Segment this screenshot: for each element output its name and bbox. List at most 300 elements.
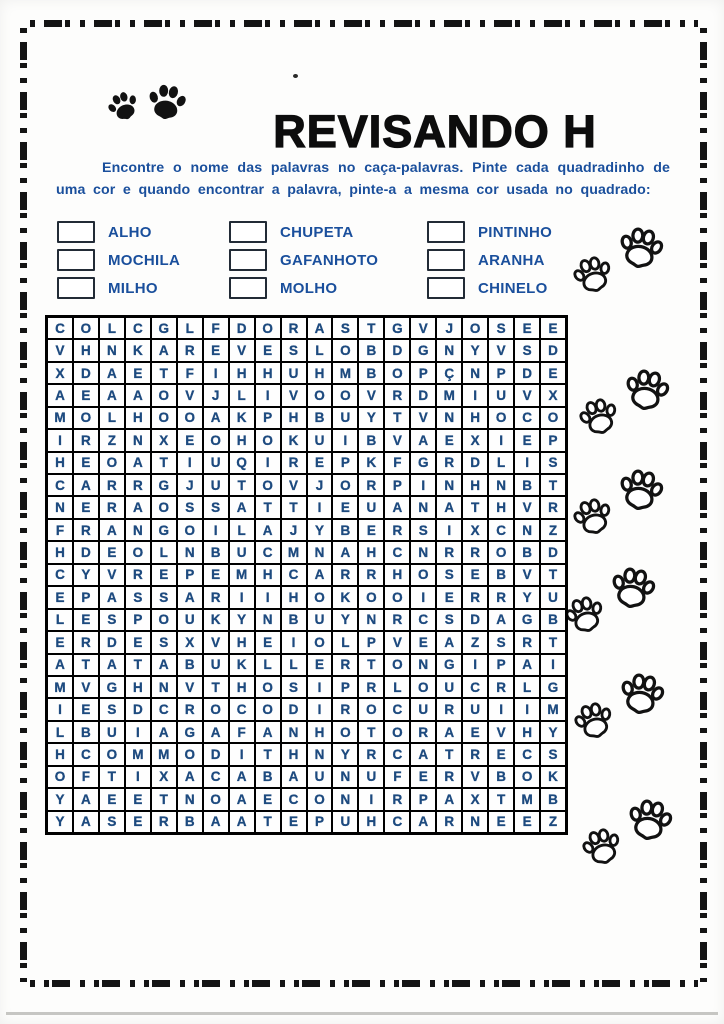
grid-cell[interactable]: O bbox=[151, 496, 177, 518]
grid-cell[interactable]: S bbox=[436, 609, 462, 631]
grid-cell[interactable]: C bbox=[410, 609, 436, 631]
grid-cell[interactable]: S bbox=[203, 496, 229, 518]
grid-cell[interactable]: B bbox=[358, 339, 384, 361]
grid-cell[interactable]: N bbox=[307, 743, 333, 765]
grid-cell[interactable]: A bbox=[99, 362, 125, 384]
grid-cell[interactable]: H bbox=[125, 676, 151, 698]
grid-cell[interactable]: R bbox=[436, 698, 462, 720]
grid-cell[interactable]: E bbox=[307, 654, 333, 676]
grid-cell[interactable]: D bbox=[99, 631, 125, 653]
grid-cell[interactable]: U bbox=[307, 766, 333, 788]
grid-cell[interactable]: K bbox=[281, 429, 307, 451]
grid-cell[interactable]: Z bbox=[540, 519, 566, 541]
grid-cell[interactable]: O bbox=[255, 317, 281, 339]
grid-cell[interactable]: U bbox=[203, 474, 229, 496]
grid-cell[interactable]: A bbox=[514, 654, 540, 676]
grid-cell[interactable]: L bbox=[488, 452, 514, 474]
grid-cell[interactable]: E bbox=[255, 631, 281, 653]
grid-cell[interactable]: B bbox=[255, 766, 281, 788]
grid-cell[interactable]: L bbox=[99, 317, 125, 339]
grid-cell[interactable]: A bbox=[99, 586, 125, 608]
grid-cell[interactable]: E bbox=[203, 339, 229, 361]
grid-cell[interactable]: U bbox=[203, 654, 229, 676]
grid-cell[interactable]: G bbox=[410, 452, 436, 474]
grid-cell[interactable]: P bbox=[73, 586, 99, 608]
grid-cell[interactable]: E bbox=[488, 743, 514, 765]
grid-cell[interactable]: Ç bbox=[436, 362, 462, 384]
grid-cell[interactable]: E bbox=[177, 429, 203, 451]
grid-cell[interactable]: I bbox=[255, 586, 281, 608]
grid-cell[interactable]: O bbox=[358, 586, 384, 608]
grid-cell[interactable]: G bbox=[514, 609, 540, 631]
grid-cell[interactable]: S bbox=[488, 631, 514, 653]
grid-cell[interactable]: S bbox=[99, 811, 125, 833]
grid-cell[interactable]: R bbox=[125, 474, 151, 496]
grid-cell[interactable]: B bbox=[358, 362, 384, 384]
grid-cell[interactable]: R bbox=[488, 676, 514, 698]
grid-cell[interactable]: A bbox=[73, 474, 99, 496]
grid-cell[interactable]: L bbox=[307, 339, 333, 361]
grid-cell[interactable]: I bbox=[436, 519, 462, 541]
grid-cell[interactable]: S bbox=[151, 586, 177, 608]
grid-cell[interactable]: B bbox=[307, 407, 333, 429]
grid-cell[interactable]: H bbox=[47, 541, 73, 563]
grid-cell[interactable]: I bbox=[177, 452, 203, 474]
grid-cell[interactable]: V bbox=[514, 496, 540, 518]
checkbox-mochila[interactable] bbox=[57, 249, 95, 271]
grid-cell[interactable]: O bbox=[488, 407, 514, 429]
grid-cell[interactable]: O bbox=[203, 429, 229, 451]
grid-cell[interactable]: C bbox=[488, 519, 514, 541]
grid-cell[interactable]: T bbox=[99, 766, 125, 788]
grid-cell[interactable]: S bbox=[281, 676, 307, 698]
grid-cell[interactable]: A bbox=[410, 743, 436, 765]
grid-cell[interactable]: Y bbox=[307, 519, 333, 541]
grid-cell[interactable]: A bbox=[99, 384, 125, 406]
grid-cell[interactable]: I bbox=[281, 631, 307, 653]
grid-cell[interactable]: R bbox=[358, 564, 384, 586]
grid-cell[interactable]: U bbox=[307, 609, 333, 631]
grid-cell[interactable]: A bbox=[281, 766, 307, 788]
grid-cell[interactable]: H bbox=[229, 631, 255, 653]
grid-cell[interactable]: O bbox=[307, 631, 333, 653]
grid-cell[interactable]: N bbox=[358, 609, 384, 631]
grid-cell[interactable]: A bbox=[307, 564, 333, 586]
grid-cell[interactable]: E bbox=[73, 496, 99, 518]
grid-cell[interactable]: U bbox=[307, 429, 333, 451]
grid-cell[interactable]: E bbox=[514, 811, 540, 833]
grid-cell[interactable]: P bbox=[410, 788, 436, 810]
grid-cell[interactable]: O bbox=[203, 788, 229, 810]
grid-cell[interactable]: T bbox=[151, 788, 177, 810]
grid-cell[interactable]: E bbox=[125, 631, 151, 653]
grid-cell[interactable]: F bbox=[177, 362, 203, 384]
grid-cell[interactable]: U bbox=[358, 496, 384, 518]
grid-cell[interactable]: S bbox=[177, 496, 203, 518]
grid-cell[interactable]: F bbox=[229, 721, 255, 743]
grid-cell[interactable]: E bbox=[73, 452, 99, 474]
grid-cell[interactable]: F bbox=[73, 766, 99, 788]
grid-cell[interactable]: V bbox=[99, 564, 125, 586]
grid-cell[interactable]: O bbox=[384, 721, 410, 743]
grid-cell[interactable]: N bbox=[436, 339, 462, 361]
grid-cell[interactable]: A bbox=[384, 496, 410, 518]
grid-cell[interactable]: A bbox=[177, 586, 203, 608]
grid-cell[interactable]: V bbox=[514, 564, 540, 586]
grid-cell[interactable]: V bbox=[281, 384, 307, 406]
grid-cell[interactable]: D bbox=[125, 698, 151, 720]
grid-cell[interactable]: B bbox=[358, 429, 384, 451]
grid-cell[interactable]: R bbox=[436, 541, 462, 563]
grid-cell[interactable]: E bbox=[151, 564, 177, 586]
grid-cell[interactable]: A bbox=[255, 721, 281, 743]
grid-cell[interactable]: H bbox=[488, 496, 514, 518]
grid-cell[interactable]: J bbox=[177, 474, 203, 496]
grid-cell[interactable]: M bbox=[332, 362, 358, 384]
grid-cell[interactable]: R bbox=[73, 429, 99, 451]
grid-cell[interactable]: C bbox=[384, 811, 410, 833]
checkbox-aranha[interactable] bbox=[427, 249, 465, 271]
grid-cell[interactable]: B bbox=[488, 766, 514, 788]
grid-cell[interactable]: O bbox=[358, 698, 384, 720]
grid-cell[interactable]: X bbox=[151, 766, 177, 788]
grid-cell[interactable]: R bbox=[332, 654, 358, 676]
grid-cell[interactable]: E bbox=[462, 721, 488, 743]
grid-cell[interactable]: J bbox=[307, 474, 333, 496]
grid-cell[interactable]: C bbox=[255, 541, 281, 563]
grid-cell[interactable]: U bbox=[203, 452, 229, 474]
grid-cell[interactable]: H bbox=[229, 676, 255, 698]
grid-cell[interactable]: N bbox=[410, 541, 436, 563]
grid-cell[interactable]: R bbox=[281, 452, 307, 474]
grid-cell[interactable]: R bbox=[358, 676, 384, 698]
grid-cell[interactable]: O bbox=[332, 339, 358, 361]
grid-cell[interactable]: D bbox=[229, 317, 255, 339]
grid-cell[interactable]: I bbox=[203, 362, 229, 384]
grid-cell[interactable]: F bbox=[203, 317, 229, 339]
grid-cell[interactable]: I bbox=[410, 586, 436, 608]
grid-cell[interactable]: R bbox=[436, 452, 462, 474]
grid-cell[interactable]: J bbox=[436, 317, 462, 339]
grid-cell[interactable]: T bbox=[229, 474, 255, 496]
grid-cell[interactable]: V bbox=[514, 384, 540, 406]
grid-cell[interactable]: R bbox=[384, 788, 410, 810]
grid-cell[interactable]: V bbox=[177, 384, 203, 406]
grid-cell[interactable]: C bbox=[462, 676, 488, 698]
grid-cell[interactable]: X bbox=[462, 519, 488, 541]
grid-cell[interactable]: S bbox=[436, 564, 462, 586]
grid-cell[interactable]: C bbox=[514, 407, 540, 429]
grid-cell[interactable]: L bbox=[384, 676, 410, 698]
grid-cell[interactable]: O bbox=[307, 586, 333, 608]
grid-cell[interactable]: I bbox=[307, 698, 333, 720]
grid-cell[interactable]: T bbox=[384, 407, 410, 429]
grid-cell[interactable]: E bbox=[125, 788, 151, 810]
grid-cell[interactable]: O bbox=[384, 654, 410, 676]
grid-cell[interactable]: T bbox=[488, 788, 514, 810]
grid-cell[interactable]: I bbox=[462, 384, 488, 406]
grid-cell[interactable]: G bbox=[384, 317, 410, 339]
grid-cell[interactable]: B bbox=[177, 811, 203, 833]
grid-cell[interactable]: K bbox=[332, 586, 358, 608]
grid-cell[interactable]: G bbox=[410, 339, 436, 361]
grid-cell[interactable]: M bbox=[125, 743, 151, 765]
grid-cell[interactable]: R bbox=[540, 496, 566, 518]
grid-cell[interactable]: A bbox=[203, 407, 229, 429]
grid-cell[interactable]: O bbox=[73, 317, 99, 339]
grid-cell[interactable]: G bbox=[99, 676, 125, 698]
grid-cell[interactable]: Y bbox=[332, 743, 358, 765]
grid-cell[interactable]: O bbox=[332, 474, 358, 496]
grid-cell[interactable]: U bbox=[332, 407, 358, 429]
grid-cell[interactable]: H bbox=[281, 407, 307, 429]
grid-cell[interactable]: C bbox=[203, 766, 229, 788]
grid-cell[interactable]: B bbox=[203, 541, 229, 563]
grid-cell[interactable]: D bbox=[281, 698, 307, 720]
grid-cell[interactable]: I bbox=[229, 743, 255, 765]
grid-cell[interactable]: S bbox=[540, 452, 566, 474]
grid-cell[interactable]: E bbox=[47, 631, 73, 653]
grid-cell[interactable]: Y bbox=[47, 811, 73, 833]
grid-cell[interactable]: E bbox=[540, 362, 566, 384]
grid-cell[interactable]: C bbox=[47, 564, 73, 586]
grid-cell[interactable]: H bbox=[255, 564, 281, 586]
grid-cell[interactable]: A bbox=[410, 429, 436, 451]
grid-cell[interactable]: P bbox=[255, 407, 281, 429]
grid-cell[interactable]: N bbox=[281, 721, 307, 743]
grid-cell[interactable]: N bbox=[436, 474, 462, 496]
grid-cell[interactable]: C bbox=[384, 698, 410, 720]
grid-cell[interactable]: A bbox=[307, 317, 333, 339]
grid-cell[interactable]: D bbox=[462, 609, 488, 631]
grid-cell[interactable]: C bbox=[281, 564, 307, 586]
grid-cell[interactable]: R bbox=[73, 519, 99, 541]
grid-cell[interactable]: I bbox=[307, 496, 333, 518]
grid-cell[interactable]: V bbox=[410, 407, 436, 429]
grid-cell[interactable]: I bbox=[488, 698, 514, 720]
grid-cell[interactable]: O bbox=[462, 317, 488, 339]
grid-cell[interactable]: E bbox=[488, 811, 514, 833]
grid-cell[interactable]: E bbox=[514, 317, 540, 339]
grid-cell[interactable]: A bbox=[151, 721, 177, 743]
grid-cell[interactable]: C bbox=[125, 317, 151, 339]
grid-cell[interactable]: J bbox=[203, 384, 229, 406]
grid-cell[interactable]: Y bbox=[540, 721, 566, 743]
grid-cell[interactable]: L bbox=[151, 541, 177, 563]
checkbox-alho[interactable] bbox=[57, 221, 95, 243]
grid-cell[interactable]: B bbox=[514, 474, 540, 496]
grid-cell[interactable]: V bbox=[47, 339, 73, 361]
grid-cell[interactable]: U bbox=[540, 586, 566, 608]
grid-cell[interactable]: U bbox=[488, 384, 514, 406]
grid-cell[interactable]: I bbox=[255, 452, 281, 474]
grid-cell[interactable]: R bbox=[384, 384, 410, 406]
grid-cell[interactable]: T bbox=[151, 452, 177, 474]
grid-cell[interactable]: A bbox=[488, 609, 514, 631]
grid-cell[interactable]: C bbox=[281, 788, 307, 810]
grid-cell[interactable]: T bbox=[255, 811, 281, 833]
grid-cell[interactable]: C bbox=[514, 743, 540, 765]
grid-cell[interactable]: O bbox=[332, 721, 358, 743]
grid-cell[interactable]: J bbox=[281, 519, 307, 541]
grid-cell[interactable]: I bbox=[488, 429, 514, 451]
grid-cell[interactable]: O bbox=[410, 564, 436, 586]
grid-cell[interactable]: R bbox=[384, 519, 410, 541]
grid-cell[interactable]: O bbox=[151, 407, 177, 429]
grid-cell[interactable]: H bbox=[358, 541, 384, 563]
grid-cell[interactable]: O bbox=[332, 384, 358, 406]
grid-cell[interactable]: R bbox=[151, 811, 177, 833]
grid-cell[interactable]: E bbox=[125, 362, 151, 384]
grid-cell[interactable]: O bbox=[488, 541, 514, 563]
grid-cell[interactable]: R bbox=[332, 698, 358, 720]
grid-cell[interactable]: H bbox=[229, 429, 255, 451]
grid-cell[interactable]: X bbox=[151, 429, 177, 451]
grid-cell[interactable]: U bbox=[177, 609, 203, 631]
grid-cell[interactable]: L bbox=[229, 519, 255, 541]
grid-cell[interactable]: G bbox=[151, 519, 177, 541]
grid-cell[interactable]: L bbox=[47, 721, 73, 743]
grid-cell[interactable]: Z bbox=[99, 429, 125, 451]
grid-cell[interactable]: T bbox=[255, 743, 281, 765]
grid-cell[interactable]: E bbox=[540, 317, 566, 339]
grid-cell[interactable]: I bbox=[462, 654, 488, 676]
grid-cell[interactable]: N bbox=[125, 519, 151, 541]
grid-cell[interactable]: H bbox=[462, 474, 488, 496]
grid-cell[interactable]: E bbox=[99, 788, 125, 810]
grid-cell[interactable]: R bbox=[436, 766, 462, 788]
grid-cell[interactable]: I bbox=[307, 676, 333, 698]
grid-cell[interactable]: V bbox=[177, 676, 203, 698]
grid-cell[interactable]: S bbox=[125, 586, 151, 608]
grid-cell[interactable]: R bbox=[462, 541, 488, 563]
grid-cell[interactable]: H bbox=[255, 362, 281, 384]
grid-cell[interactable]: Z bbox=[462, 631, 488, 653]
grid-cell[interactable]: H bbox=[281, 743, 307, 765]
grid-cell[interactable]: P bbox=[384, 474, 410, 496]
grid-cell[interactable]: O bbox=[255, 474, 281, 496]
grid-cell[interactable]: S bbox=[488, 317, 514, 339]
checkbox-gafanhoto[interactable] bbox=[229, 249, 267, 271]
grid-cell[interactable]: C bbox=[384, 541, 410, 563]
grid-cell[interactable]: B bbox=[281, 609, 307, 631]
grid-cell[interactable]: D bbox=[462, 452, 488, 474]
grid-cell[interactable]: P bbox=[410, 362, 436, 384]
grid-cell[interactable]: D bbox=[540, 541, 566, 563]
grid-cell[interactable]: T bbox=[255, 496, 281, 518]
grid-cell[interactable]: O bbox=[99, 743, 125, 765]
grid-cell[interactable]: V bbox=[462, 766, 488, 788]
grid-cell[interactable]: A bbox=[229, 496, 255, 518]
grid-cell[interactable]: I bbox=[514, 698, 540, 720]
grid-cell[interactable]: T bbox=[281, 496, 307, 518]
grid-cell[interactable]: A bbox=[229, 766, 255, 788]
grid-cell[interactable]: X bbox=[177, 631, 203, 653]
grid-cell[interactable]: O bbox=[307, 384, 333, 406]
grid-cell[interactable]: X bbox=[462, 429, 488, 451]
grid-cell[interactable]: R bbox=[462, 743, 488, 765]
grid-cell[interactable]: U bbox=[462, 698, 488, 720]
grid-cell[interactable]: L bbox=[99, 407, 125, 429]
grid-cell[interactable]: P bbox=[540, 429, 566, 451]
grid-cell[interactable]: R bbox=[99, 496, 125, 518]
grid-cell[interactable]: N bbox=[125, 429, 151, 451]
grid-cell[interactable]: U bbox=[410, 698, 436, 720]
grid-cell[interactable]: L bbox=[229, 384, 255, 406]
grid-cell[interactable]: A bbox=[203, 811, 229, 833]
grid-cell[interactable]: S bbox=[99, 698, 125, 720]
grid-cell[interactable]: O bbox=[255, 698, 281, 720]
grid-cell[interactable]: A bbox=[125, 452, 151, 474]
grid-cell[interactable]: L bbox=[47, 609, 73, 631]
grid-cell[interactable]: G bbox=[436, 654, 462, 676]
grid-cell[interactable]: K bbox=[229, 407, 255, 429]
grid-cell[interactable]: F bbox=[384, 452, 410, 474]
grid-cell[interactable]: B bbox=[332, 519, 358, 541]
grid-cell[interactable]: T bbox=[358, 721, 384, 743]
grid-cell[interactable]: X bbox=[47, 362, 73, 384]
grid-cell[interactable]: U bbox=[436, 676, 462, 698]
grid-cell[interactable]: R bbox=[462, 586, 488, 608]
grid-cell[interactable]: O bbox=[151, 609, 177, 631]
grid-cell[interactable]: V bbox=[229, 339, 255, 361]
grid-cell[interactable]: I bbox=[514, 452, 540, 474]
grid-cell[interactable]: S bbox=[332, 317, 358, 339]
checkbox-molho[interactable] bbox=[229, 277, 267, 299]
grid-cell[interactable]: U bbox=[229, 541, 255, 563]
grid-cell[interactable]: S bbox=[540, 743, 566, 765]
checkbox-chinelo[interactable] bbox=[427, 277, 465, 299]
grid-cell[interactable]: G bbox=[151, 474, 177, 496]
grid-cell[interactable]: N bbox=[488, 474, 514, 496]
grid-cell[interactable]: R bbox=[73, 631, 99, 653]
grid-cell[interactable]: D bbox=[73, 362, 99, 384]
grid-cell[interactable]: B bbox=[488, 564, 514, 586]
grid-cell[interactable]: A bbox=[229, 788, 255, 810]
grid-cell[interactable]: F bbox=[47, 519, 73, 541]
grid-cell[interactable]: H bbox=[125, 407, 151, 429]
grid-cell[interactable]: X bbox=[540, 384, 566, 406]
grid-cell[interactable]: N bbox=[332, 788, 358, 810]
grid-cell[interactable]: T bbox=[540, 474, 566, 496]
grid-cell[interactable]: N bbox=[151, 676, 177, 698]
grid-cell[interactable]: I bbox=[358, 788, 384, 810]
grid-cell[interactable]: D bbox=[540, 339, 566, 361]
grid-cell[interactable]: O bbox=[514, 766, 540, 788]
grid-cell[interactable]: P bbox=[307, 811, 333, 833]
grid-cell[interactable]: M bbox=[151, 743, 177, 765]
grid-cell[interactable]: C bbox=[47, 317, 73, 339]
grid-cell[interactable]: L bbox=[281, 654, 307, 676]
grid-cell[interactable]: H bbox=[307, 721, 333, 743]
grid-cell[interactable]: U bbox=[281, 362, 307, 384]
checkbox-chupeta[interactable] bbox=[229, 221, 267, 243]
grid-cell[interactable]: M bbox=[47, 676, 73, 698]
grid-cell[interactable]: I bbox=[332, 429, 358, 451]
grid-cell[interactable]: R bbox=[514, 631, 540, 653]
grid-cell[interactable]: P bbox=[488, 654, 514, 676]
grid-cell[interactable]: R bbox=[332, 564, 358, 586]
grid-cell[interactable]: Y bbox=[332, 609, 358, 631]
grid-cell[interactable]: K bbox=[125, 339, 151, 361]
grid-cell[interactable]: A bbox=[410, 811, 436, 833]
grid-cell[interactable]: O bbox=[151, 384, 177, 406]
grid-cell[interactable]: H bbox=[229, 362, 255, 384]
grid-cell[interactable]: N bbox=[514, 519, 540, 541]
grid-cell[interactable]: U bbox=[358, 766, 384, 788]
grid-cell[interactable]: S bbox=[99, 609, 125, 631]
grid-cell[interactable]: R bbox=[203, 586, 229, 608]
